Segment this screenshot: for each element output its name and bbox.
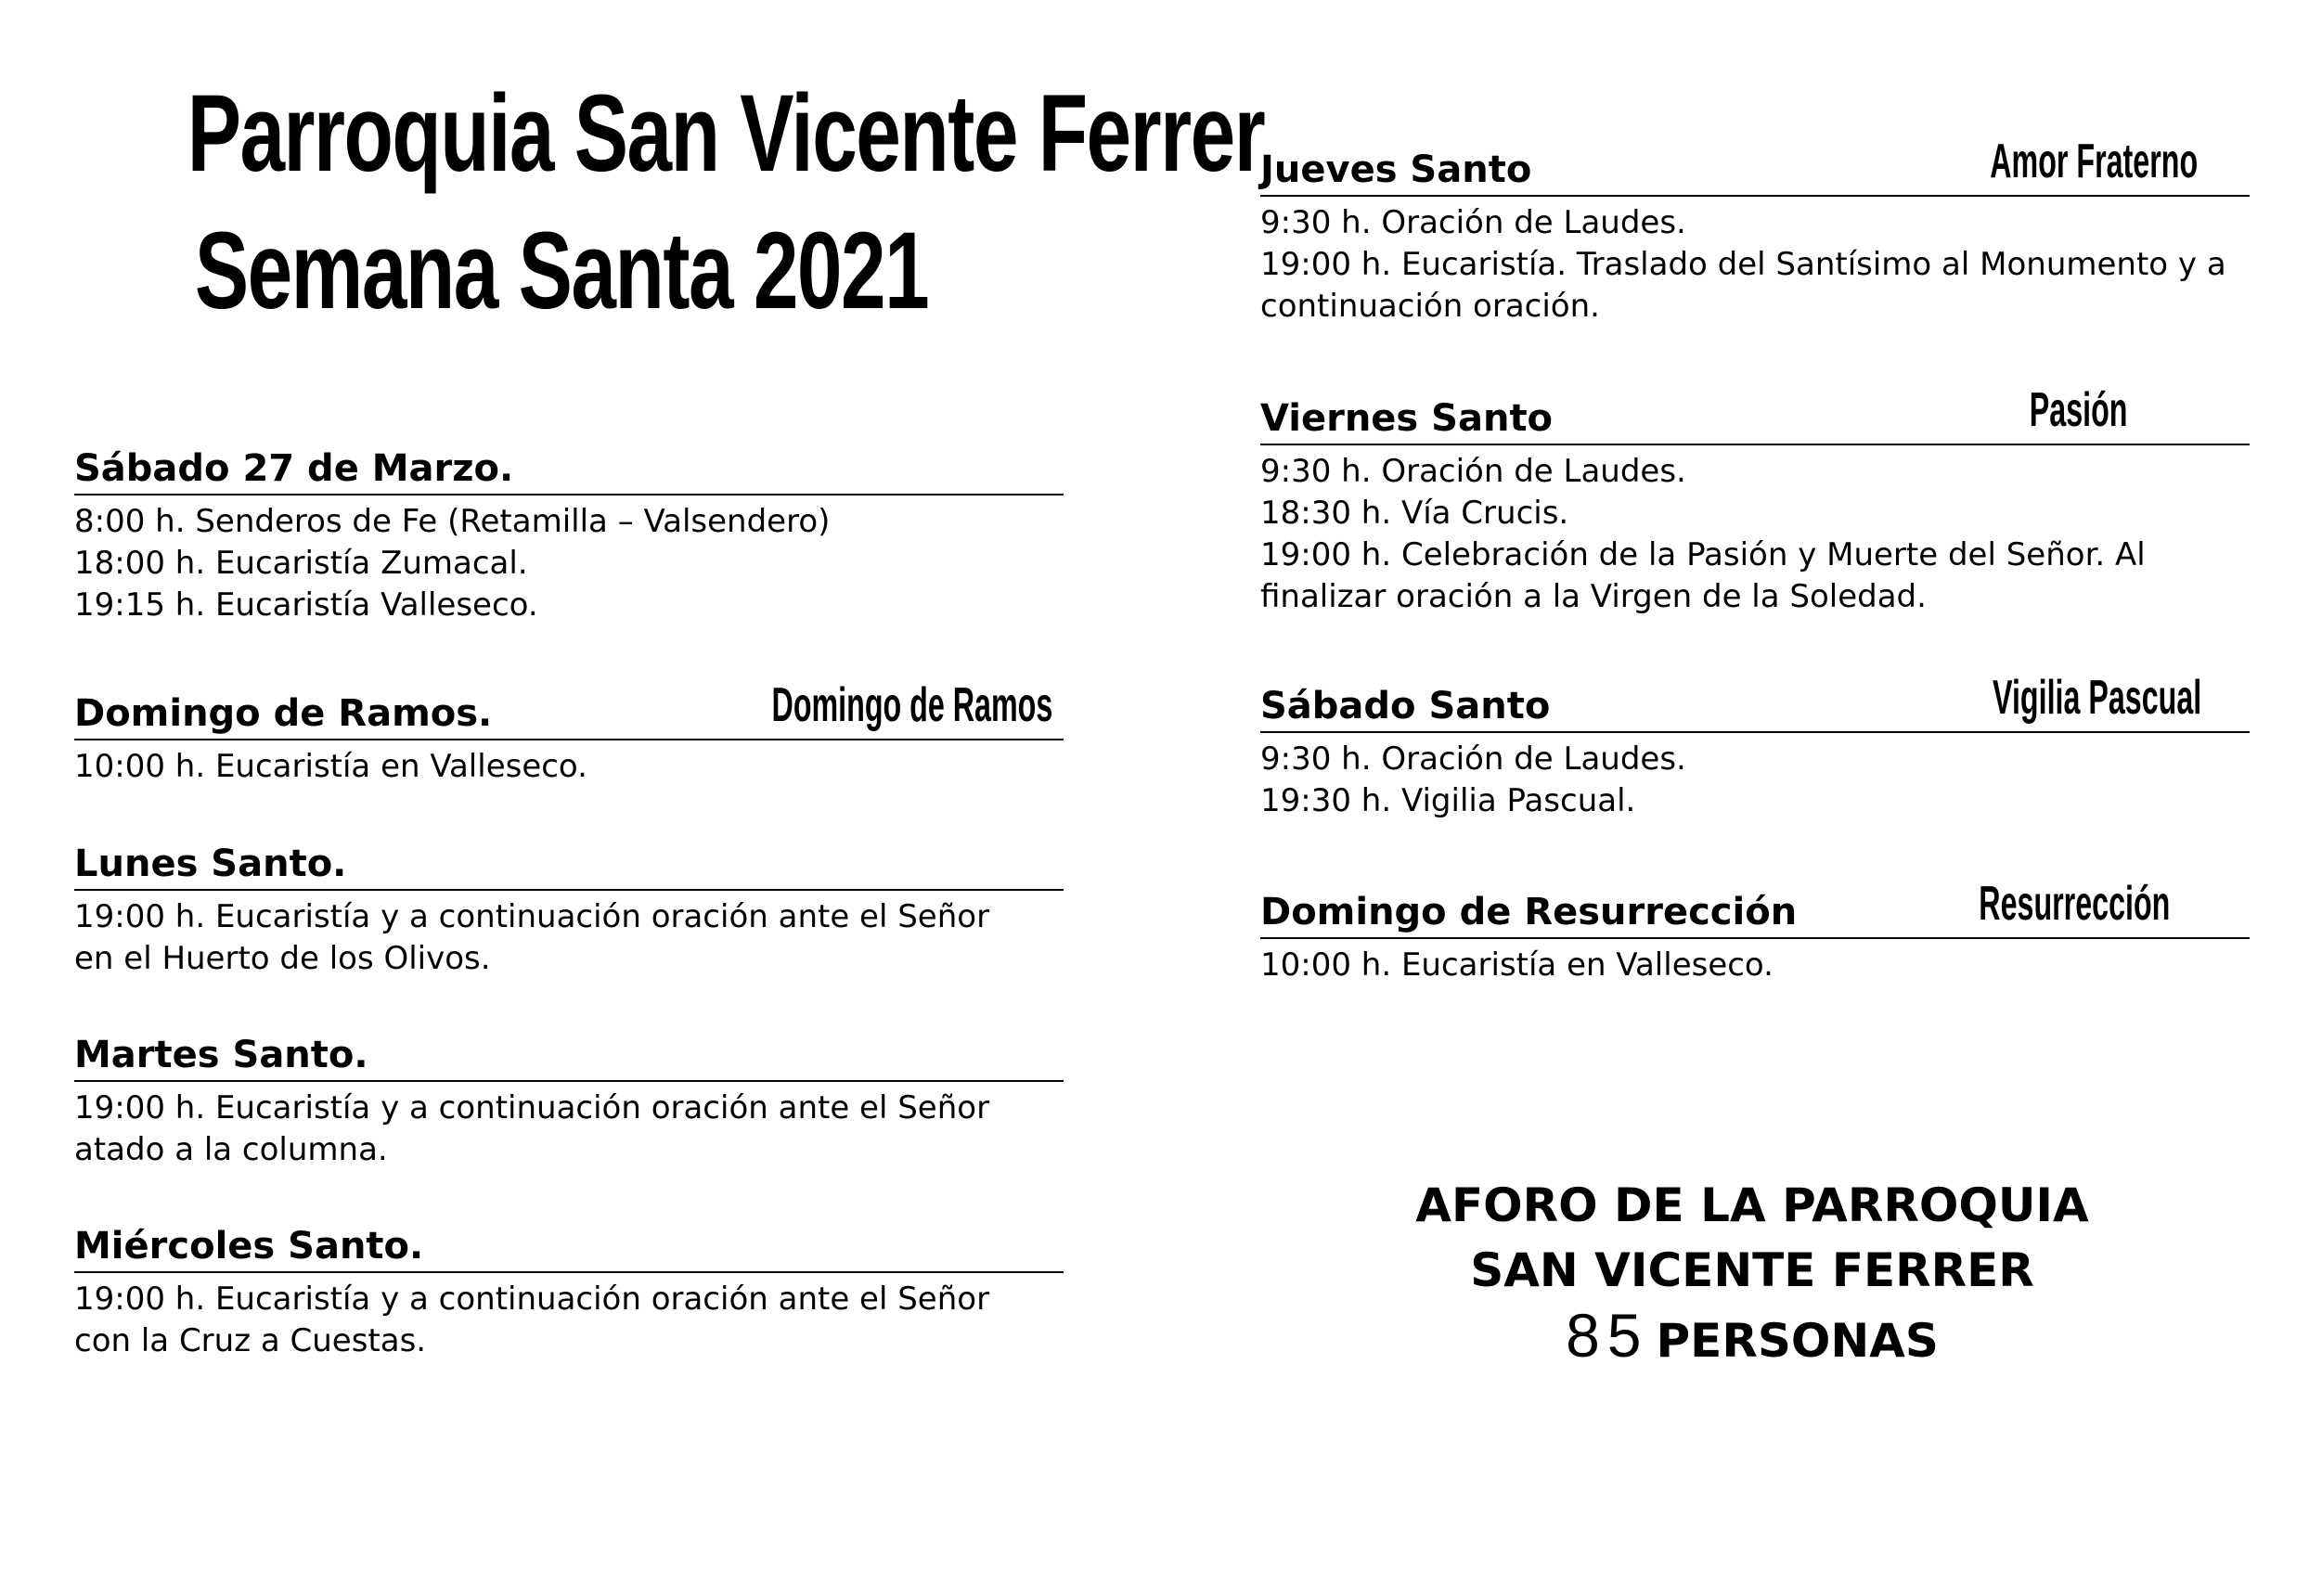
section-header: [74, 1216, 1064, 1273]
section-lines: [74, 891, 1064, 980]
section-theme-tag: Domingo de Ramos: [771, 678, 1052, 732]
section-header: [1260, 135, 2250, 197]
schedule-line: 19:00 h. Eucaristía y a continuación oración ante el Señor: [74, 898, 990, 935]
section-viernes-santo: [1260, 383, 2250, 618]
section-header: [1260, 877, 2250, 939]
section-lines: [1260, 445, 2250, 618]
section-title: Viernes Santo: [1260, 397, 1554, 440]
section-title: Lunes Santo.: [74, 843, 347, 885]
section-lines: [74, 496, 1064, 626]
section-lines: [74, 1082, 1064, 1171]
section-domingo-resurreccion: [1260, 877, 2250, 986]
schedule-line: en el Huerto de los Olivos.: [74, 940, 491, 977]
section-theme-tag: Vigilia Pascual: [1992, 671, 2201, 725]
section-title: Sábado 27 de Marzo.: [74, 447, 514, 490]
section-lines: [74, 1273, 1064, 1362]
title-line-parroquia: Parroquia San Vicente Ferrer: [187, 72, 1265, 195]
section-header: [1260, 383, 2250, 445]
section-lines: [1260, 733, 2250, 822]
section-lunes-santo: [74, 833, 1064, 980]
section-theme-tag: Amor Fraterno: [1990, 135, 2198, 188]
section-miercoles-santo: [74, 1216, 1064, 1362]
schedule-line: 9:30 h. Oración de Laudes.: [1260, 204, 1686, 241]
page-title: [187, 65, 1265, 340]
capacity-unit: PERSONAS: [1656, 1314, 1939, 1368]
section-jueves-santo: [1260, 135, 2250, 328]
schedule-line: atado a la columna.: [74, 1131, 388, 1168]
schedule-line: 9:30 h. Oración de Laudes.: [1260, 740, 1686, 778]
section-theme-tag: Pasión: [2029, 383, 2127, 437]
section-theme-tag: Resurrección: [1978, 877, 2170, 931]
section-domingo-ramos: [74, 678, 1064, 788]
schedule-line: finalizar oración a la Virgen de la Soledad.: [1260, 578, 1927, 615]
schedule-line: 10:00 h. Eucaristía en Valleseco.: [1260, 946, 1774, 984]
section-sabado-santo: [1260, 671, 2250, 822]
schedule-line: 19:30 h. Vigilia Pascual.: [1260, 782, 1636, 819]
title-line-semana-santa: Semana Santa 2021: [194, 210, 929, 332]
schedule-line: 19:00 h. Eucaristía. Traslado del Santísimo al Monumento y a: [1260, 246, 2226, 283]
section-header: [74, 438, 1064, 496]
section-sabado-27: [74, 438, 1064, 626]
capacity-notice: [1353, 1173, 2151, 1373]
section-header: [74, 678, 1064, 740]
section-header: [74, 1024, 1064, 1082]
schedule-line: 18:00 h. Eucaristía Zumacal.: [74, 545, 528, 582]
section-title: Martes Santo.: [74, 1034, 368, 1076]
section-title: Domingo de Ramos.: [74, 692, 493, 735]
capacity-number: 85: [1566, 1301, 1649, 1370]
section-title: Jueves Santo: [1260, 148, 1532, 191]
schedule-line: 19:00 h. Eucaristía y a continuación oración ante el Señor: [74, 1281, 990, 1318]
schedule-line: continuación oración.: [1260, 288, 1600, 325]
schedule-line: 9:30 h. Oración de Laudes.: [1260, 453, 1686, 490]
section-title: Miércoles Santo.: [74, 1225, 424, 1268]
schedule-line: 19:00 h. Celebración de la Pasión y Muerte del Señor. Al: [1260, 536, 2146, 573]
schedule-line: 18:30 h. Vía Crucis.: [1260, 495, 1569, 532]
schedule-line: 19:15 h. Eucaristía Valleseco.: [74, 586, 538, 624]
section-header: [1260, 671, 2250, 733]
section-title: Domingo de Resurrección: [1260, 891, 1798, 933]
capacity-line-count: [1353, 1303, 2151, 1373]
capacity-line-aforo: AFORO DE LA PARROQUIA: [1415, 1178, 2089, 1232]
section-lines: [1260, 197, 2250, 328]
section-lines: [1260, 939, 2250, 986]
capacity-line-parish: SAN VICENTE FERRER: [1470, 1243, 2034, 1297]
schedule-line: 19:00 h. Eucaristía y a continuación oración ante el Señor: [74, 1089, 990, 1126]
section-lines: [74, 740, 1064, 788]
schedule-line: 8:00 h. Senderos de Fe (Retamilla – Valsendero): [74, 503, 831, 540]
schedule-line: 10:00 h. Eucaristía en Valleseco.: [74, 748, 587, 785]
section-title: Sábado Santo: [1260, 685, 1551, 727]
section-header: [74, 833, 1064, 891]
section-martes-santo: [74, 1024, 1064, 1171]
schedule-line: con la Cruz a Cuestas.: [74, 1322, 427, 1359]
